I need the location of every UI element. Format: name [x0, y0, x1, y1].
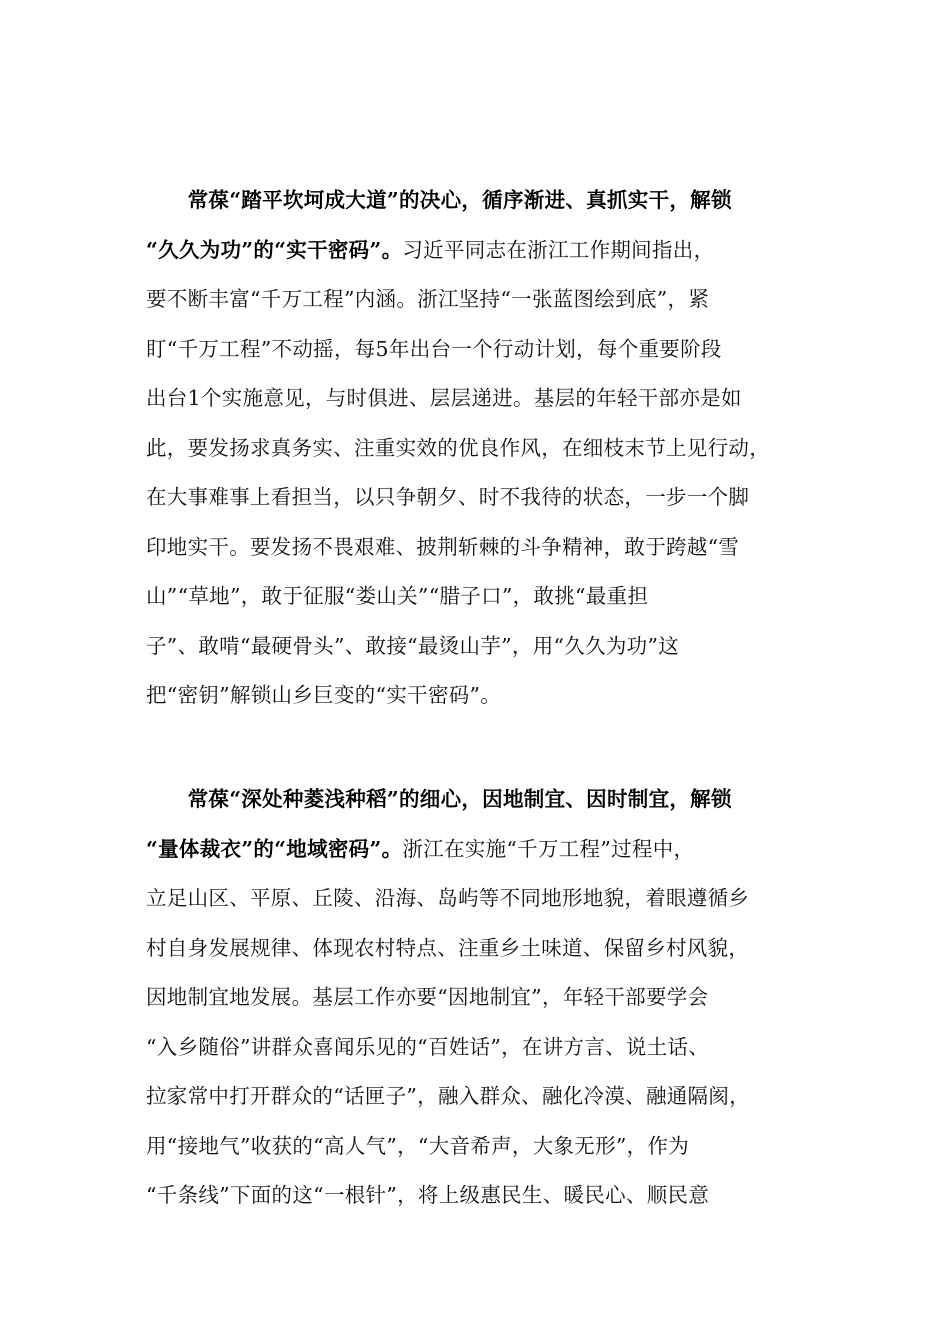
text-run: “入乡随俗”讲群众喜闻乐见的“百姓话”，在讲方言、说土话、 — [146, 1034, 710, 1059]
text-line — [146, 226, 818, 276]
text-run: 此，要发扬求真务实、注重实效的优良作风，在细枝末节上见行动， — [146, 435, 770, 460]
text-run: 要不断丰富“千万工程”内涵。浙江坚持“一张蓝图绘到底”，紧 — [146, 287, 710, 311]
text-run: 在大事难事上看担当，以只争朝夕、时不我待的状态，一步一个脚 — [146, 485, 750, 509]
text-run: 因地制宜地发展。基层工作亦要“因地制宜”，年轻干部要学会 — [146, 985, 709, 1009]
bold-text-run: 常葆“踏平坎坷成大道”的决心，循序渐进、真抓实干，解锁 — [146, 188, 732, 212]
paragraph-implementation-code — [146, 176, 818, 721]
text-line — [146, 176, 818, 226]
text-line — [146, 825, 818, 875]
text-line — [146, 1171, 818, 1221]
text-run: 村自身发展规律、体现农村特点、注重乡土味道、保留乡村风貌， — [146, 935, 750, 960]
text-run: 印地实干。要发扬不畏艰难、披荆斩棘的斗争精神，敢于跨越“雪 — [146, 534, 740, 559]
text-line — [146, 275, 818, 325]
text-line — [146, 1122, 818, 1172]
text-line — [146, 374, 818, 424]
text-run: 浙江在实施“千万工程”过程中， — [402, 836, 695, 861]
text-run: 盯“千万工程”不动摇，每5年出台一个行动计划，每个重要阶段 — [146, 336, 722, 361]
text-run: 出台1个实施意见，与时俱进、层层递进。基层的年轻干部亦是如 — [146, 386, 742, 410]
bold-text-run: “量体裁衣”的“地域密码”。 — [146, 836, 403, 861]
text-line — [146, 325, 818, 375]
text-run: “千条线”下面的这“一根针”，将上级惠民生、暖民心、顺民意 — [146, 1183, 710, 1207]
text-line — [146, 622, 818, 672]
text-line — [146, 775, 818, 825]
text-run: 拉家常中打开群众的“话匣子”，融入群众、融化冷漠、融通隔阂， — [146, 1084, 750, 1108]
text-run: 把“密钥”解锁山乡巨变的“实干密码”。 — [146, 683, 502, 707]
text-line — [146, 473, 818, 523]
text-line — [146, 424, 818, 474]
text-line — [146, 1023, 818, 1073]
text-run: 立足山区、平原、丘陵、沿海、岛屿等不同地形地貌，着眼遵循乡 — [146, 886, 750, 910]
text-line — [146, 973, 818, 1023]
bold-text-run: 常葆“深处种菱浅种稻”的细心，因地制宜、因时制宜，解锁 — [146, 787, 732, 811]
text-run: 习近平同志在浙江工作期间指出， — [402, 237, 715, 262]
paragraph-regional-code — [146, 775, 818, 1221]
text-line — [146, 523, 818, 573]
text-run: 子”、敢啃“最硬骨头”、敢接“最烫山芋”，用“久久为功”这 — [146, 633, 680, 658]
text-line — [146, 1072, 818, 1122]
text-line — [146, 572, 818, 622]
text-run: 用“接地气”收获的“高人气”，“大音希声，大象无形”，作为 — [146, 1133, 690, 1158]
text-line — [146, 671, 818, 721]
bold-text-run: “久久为功”的“实干密码”。 — [146, 237, 403, 262]
text-run: 山”“草地”，敢于征服“娄山关”“腊子口”，敢挑“最重担 — [146, 584, 649, 608]
text-line — [146, 924, 818, 974]
text-line — [146, 874, 818, 924]
